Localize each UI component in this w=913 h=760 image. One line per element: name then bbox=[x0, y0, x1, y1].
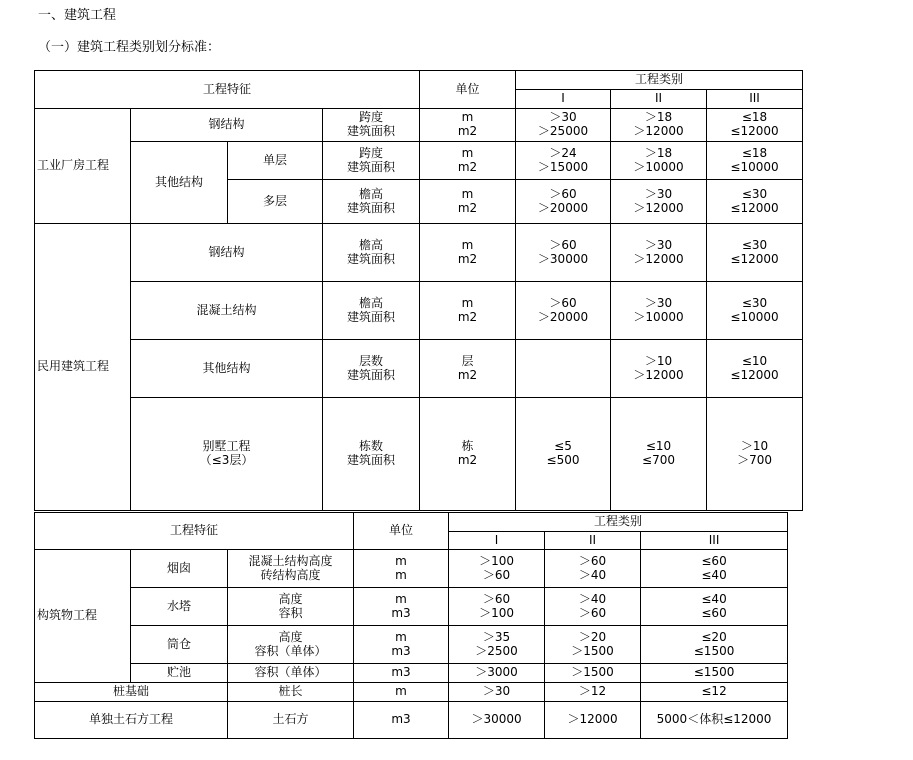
class2-cell: ＞10 ＞12000 bbox=[611, 340, 707, 398]
header-class-3: III bbox=[707, 90, 803, 109]
unit-cell: m m2 bbox=[420, 142, 516, 180]
header-category: 工程类别 bbox=[516, 71, 803, 90]
header-category: 工程类别 bbox=[449, 513, 788, 532]
param-cell: 跨度 建筑面积 bbox=[323, 142, 420, 180]
class1-cell: ＞60 ＞20000 bbox=[516, 180, 611, 224]
param-cell: 檐高 建筑面积 bbox=[323, 282, 420, 340]
class1-cell: ≤5 ≤500 bbox=[516, 398, 611, 511]
civil-label: 民用建筑工程 bbox=[35, 224, 131, 511]
class2-cell: ＞30 ＞10000 bbox=[611, 282, 707, 340]
section-heading: 一、建筑工程 bbox=[38, 8, 117, 23]
header-class-1: I bbox=[516, 90, 611, 109]
class2-cell: ＞18 ＞12000 bbox=[611, 109, 707, 142]
class1-cell: ＞60 ＞100 bbox=[449, 588, 545, 626]
class1-cell: ＞30000 bbox=[449, 702, 545, 739]
unit-cell: m m2 bbox=[420, 282, 516, 340]
param-cell: 容积（单体） bbox=[228, 664, 354, 683]
class2-cell: ＞40 ＞60 bbox=[545, 588, 641, 626]
param-cell: 高度 容积 bbox=[228, 588, 354, 626]
class1-cell: ＞100 ＞60 bbox=[449, 550, 545, 588]
chimney-label: 烟囱 bbox=[131, 550, 228, 588]
class3-cell: ≤18 ≤10000 bbox=[707, 142, 803, 180]
header-class-2: II bbox=[545, 532, 641, 550]
header-feature: 工程特征 bbox=[35, 513, 354, 550]
water-tower-label: 水塔 bbox=[131, 588, 228, 626]
header-unit: 单位 bbox=[420, 71, 516, 109]
class1-cell bbox=[516, 340, 611, 398]
param-cell: 檐高 建筑面积 bbox=[323, 180, 420, 224]
unit-cell: m m2 bbox=[420, 109, 516, 142]
unit-cell: 栋 m2 bbox=[420, 398, 516, 511]
structures-label: 构筑物工程 bbox=[35, 550, 131, 683]
unit-cell: m3 bbox=[354, 702, 449, 739]
class3-cell: ≤18 ≤12000 bbox=[707, 109, 803, 142]
unit-cell: m m2 bbox=[420, 224, 516, 282]
single-storey-label: 单层 bbox=[228, 142, 323, 180]
class1-cell: ＞35 ＞2500 bbox=[449, 626, 545, 664]
class3-cell: ＞10 ＞700 bbox=[707, 398, 803, 511]
subsection-heading: （一）建筑工程类别划分标准： bbox=[38, 40, 221, 55]
class2-cell: ＞30 ＞12000 bbox=[611, 180, 707, 224]
class1-cell: ＞30 ＞25000 bbox=[516, 109, 611, 142]
class3-cell: ≤1500 bbox=[641, 664, 788, 683]
pile-label: 桩基础 bbox=[35, 683, 228, 702]
class1-cell: ＞30 bbox=[449, 683, 545, 702]
class3-cell: ≤60 ≤40 bbox=[641, 550, 788, 588]
class1-cell: ＞24 ＞15000 bbox=[516, 142, 611, 180]
unit-cell: m3 bbox=[354, 664, 449, 683]
class1-cell: ＞60 ＞20000 bbox=[516, 282, 611, 340]
industrial-label: 工业厂房工程 bbox=[35, 109, 131, 224]
class3-cell: ≤12 bbox=[641, 683, 788, 702]
class2-cell: ＞18 ＞10000 bbox=[611, 142, 707, 180]
unit-cell: m bbox=[354, 683, 449, 702]
param-cell: 跨度 建筑面积 bbox=[323, 109, 420, 142]
param-cell: 混凝土结构高度 砖结构高度 bbox=[228, 550, 354, 588]
class3-cell: ≤30 ≤12000 bbox=[707, 224, 803, 282]
class3-cell: ≤40 ≤60 bbox=[641, 588, 788, 626]
param-cell: 层数 建筑面积 bbox=[323, 340, 420, 398]
structures-category-table bbox=[34, 512, 788, 739]
class3-cell: ≤30 ≤12000 bbox=[707, 180, 803, 224]
class3-cell: ≤20 ≤1500 bbox=[641, 626, 788, 664]
class3-cell: ≤10 ≤12000 bbox=[707, 340, 803, 398]
class2-cell: ＞60 ＞40 bbox=[545, 550, 641, 588]
earthwork-label: 单独土石方工程 bbox=[35, 702, 228, 739]
class2-cell: ＞30 ＞12000 bbox=[611, 224, 707, 282]
unit-cell: m m2 bbox=[420, 180, 516, 224]
multi-storey-label: 多层 bbox=[228, 180, 323, 224]
param-cell: 高度 容积（单体） bbox=[228, 626, 354, 664]
industrial-other-label: 其他结构 bbox=[131, 142, 228, 224]
class2-cell: ＞12000 bbox=[545, 702, 641, 739]
class1-cell: ＞3000 bbox=[449, 664, 545, 683]
industrial-steel-label: 钢结构 bbox=[131, 109, 323, 142]
header-class-3: III bbox=[641, 532, 788, 550]
civil-villa-label: 别墅工程 （≤3层） bbox=[131, 398, 323, 511]
param-cell: 栋数 建筑面积 bbox=[323, 398, 420, 511]
unit-cell: m m3 bbox=[354, 588, 449, 626]
header-class-2: II bbox=[611, 90, 707, 109]
param-cell: 桩长 bbox=[228, 683, 354, 702]
header-class-1: I bbox=[449, 532, 545, 550]
silo-label: 筒仓 bbox=[131, 626, 228, 664]
class3-cell: ≤30 ≤10000 bbox=[707, 282, 803, 340]
unit-cell: m m bbox=[354, 550, 449, 588]
building-category-table bbox=[34, 70, 803, 511]
header-feature: 工程特征 bbox=[35, 71, 420, 109]
class2-cell: ＞1500 bbox=[545, 664, 641, 683]
class2-cell: ＞12 bbox=[545, 683, 641, 702]
class3-cell: 5000＜体积≤12000 bbox=[641, 702, 788, 739]
civil-steel-label: 钢结构 bbox=[131, 224, 323, 282]
civil-other-label: 其他结构 bbox=[131, 340, 323, 398]
class2-cell: ≤10 ≤700 bbox=[611, 398, 707, 511]
class2-cell: ＞20 ＞1500 bbox=[545, 626, 641, 664]
class1-cell: ＞60 ＞30000 bbox=[516, 224, 611, 282]
unit-cell: 层 m2 bbox=[420, 340, 516, 398]
param-cell: 檐高 建筑面积 bbox=[323, 224, 420, 282]
header-unit: 单位 bbox=[354, 513, 449, 550]
unit-cell: m m3 bbox=[354, 626, 449, 664]
param-cell: 土石方 bbox=[228, 702, 354, 739]
pool-label: 贮池 bbox=[131, 664, 228, 683]
civil-concrete-label: 混凝土结构 bbox=[131, 282, 323, 340]
